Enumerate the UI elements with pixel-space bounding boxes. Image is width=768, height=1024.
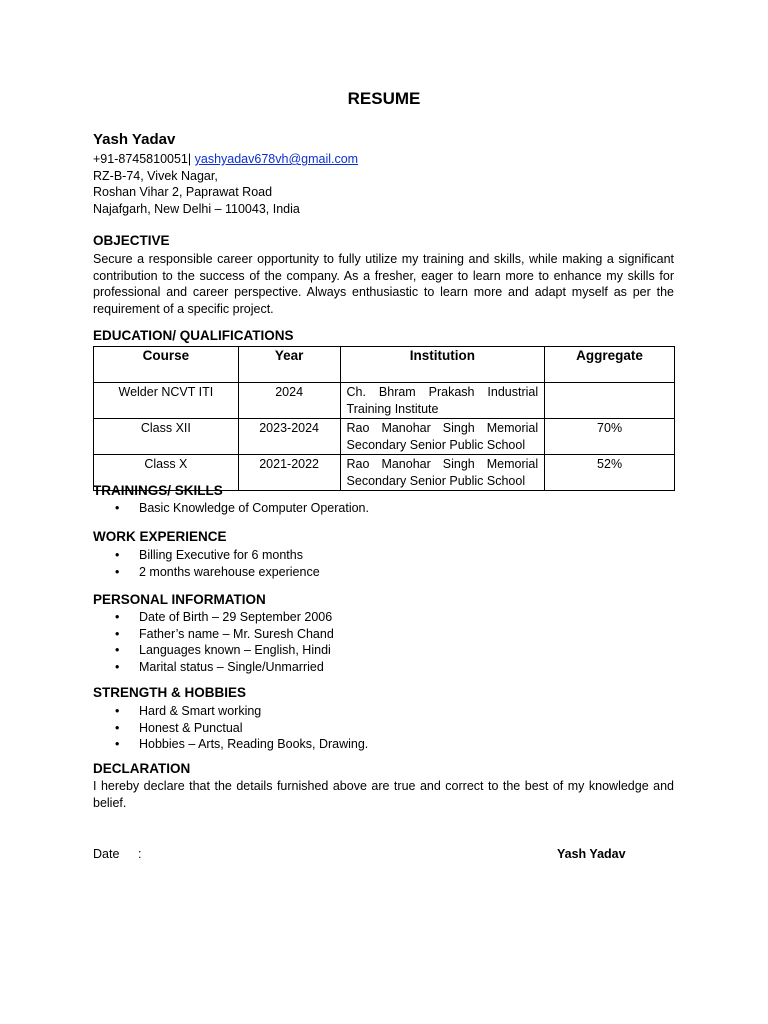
column-header-year: Year (238, 347, 340, 383)
phone-number: +91-8745810051| (93, 152, 192, 166)
list-item: • Honest & Punctual (93, 720, 368, 737)
trainings-heading: TRAININGS/ SKILLS (93, 483, 223, 498)
contact-line (93, 151, 358, 167)
date-label: Date (93, 847, 120, 861)
table-row (94, 419, 675, 455)
personal-list (93, 609, 334, 675)
course-cell: Welder NCVT ITI (94, 383, 239, 419)
year-cell: 2024 (238, 383, 340, 419)
list-item: • Hard & Smart working (93, 703, 368, 720)
strengths-heading: STRENGTH & HOBBIES (93, 685, 247, 700)
year-cell: 2023-2024 (238, 419, 340, 455)
date-colon: : (138, 847, 142, 861)
education-heading: EDUCATION/ QUALIFICATIONS (93, 328, 294, 343)
column-header-course: Course (94, 347, 239, 383)
column-header-aggregate: Aggregate (545, 347, 675, 383)
list-item: • Hobbies – Arts, Reading Books, Drawing. (93, 736, 368, 753)
objective-heading: OBJECTIVE (93, 233, 170, 248)
list-item: • Father’s name – Mr. Suresh Chand (93, 626, 334, 643)
institution-cell: Rao Manohar Singh Memorial Secondary Senior Public School (340, 419, 545, 455)
work-heading: WORK EXPERIENCE (93, 529, 227, 544)
institution-cell: Ch. Bhram Prakash Industrial Training Institute (340, 383, 545, 419)
year-cell: 2021-2022 (238, 455, 340, 491)
course-cell: Class XII (94, 419, 239, 455)
education-table (93, 346, 675, 491)
personal-heading: PERSONAL INFORMATION (93, 592, 266, 607)
trainings-list (93, 500, 369, 517)
table-row (94, 383, 675, 419)
table-header-row (94, 347, 675, 383)
declaration-heading: DECLARATION (93, 761, 191, 776)
address-line-1: RZ-B-74, Vivek Nagar, (93, 169, 218, 183)
signature-name: Yash Yadav (557, 847, 626, 861)
strengths-list (93, 703, 368, 753)
column-header-institution: Institution (340, 347, 545, 383)
address-line-2: Roshan Vihar 2, Paprawat Road (93, 185, 273, 199)
list-item: • Date of Birth – 29 September 2006 (93, 609, 334, 626)
page-title: RESUME (347, 89, 421, 108)
objective-text: Secure a responsible career opportunity to fully utilize my training and skills, while making a significant contribution to the success of the company. As a fresher, eager to learn more to enhance my skills for professional and career perspective. Always enthusiastic to learn more and adapt myself as per the requirement of a specific project. (93, 252, 674, 316)
aggregate-cell (545, 383, 675, 419)
list-item: • Billing Executive for 6 months (93, 547, 320, 564)
list-item: • Basic Knowledge of Computer Operation. (93, 500, 369, 517)
email-link[interactable]: yashyadav678vh@gmail.com (194, 152, 359, 166)
aggregate-cell: 70% (545, 419, 675, 455)
institution-cell: Rao Manohar Singh Memorial Secondary Senior Public School (340, 455, 545, 491)
address-line-3: Najafgarh, New Delhi – 110043, India (93, 202, 300, 216)
list-item: • Marital status – Single/Unmarried (93, 659, 334, 676)
list-item: • 2 months warehouse experience (93, 564, 320, 581)
course-cell: Class X (94, 455, 239, 491)
work-list (93, 547, 320, 580)
candidate-name: Yash Yadav (93, 131, 176, 148)
declaration-text: I hereby declare that the details furnished above are true and correct to the best of my knowledge and belief. (93, 779, 674, 810)
aggregate-cell: 52% (545, 455, 675, 491)
list-item: • Languages known – English, Hindi (93, 642, 334, 659)
